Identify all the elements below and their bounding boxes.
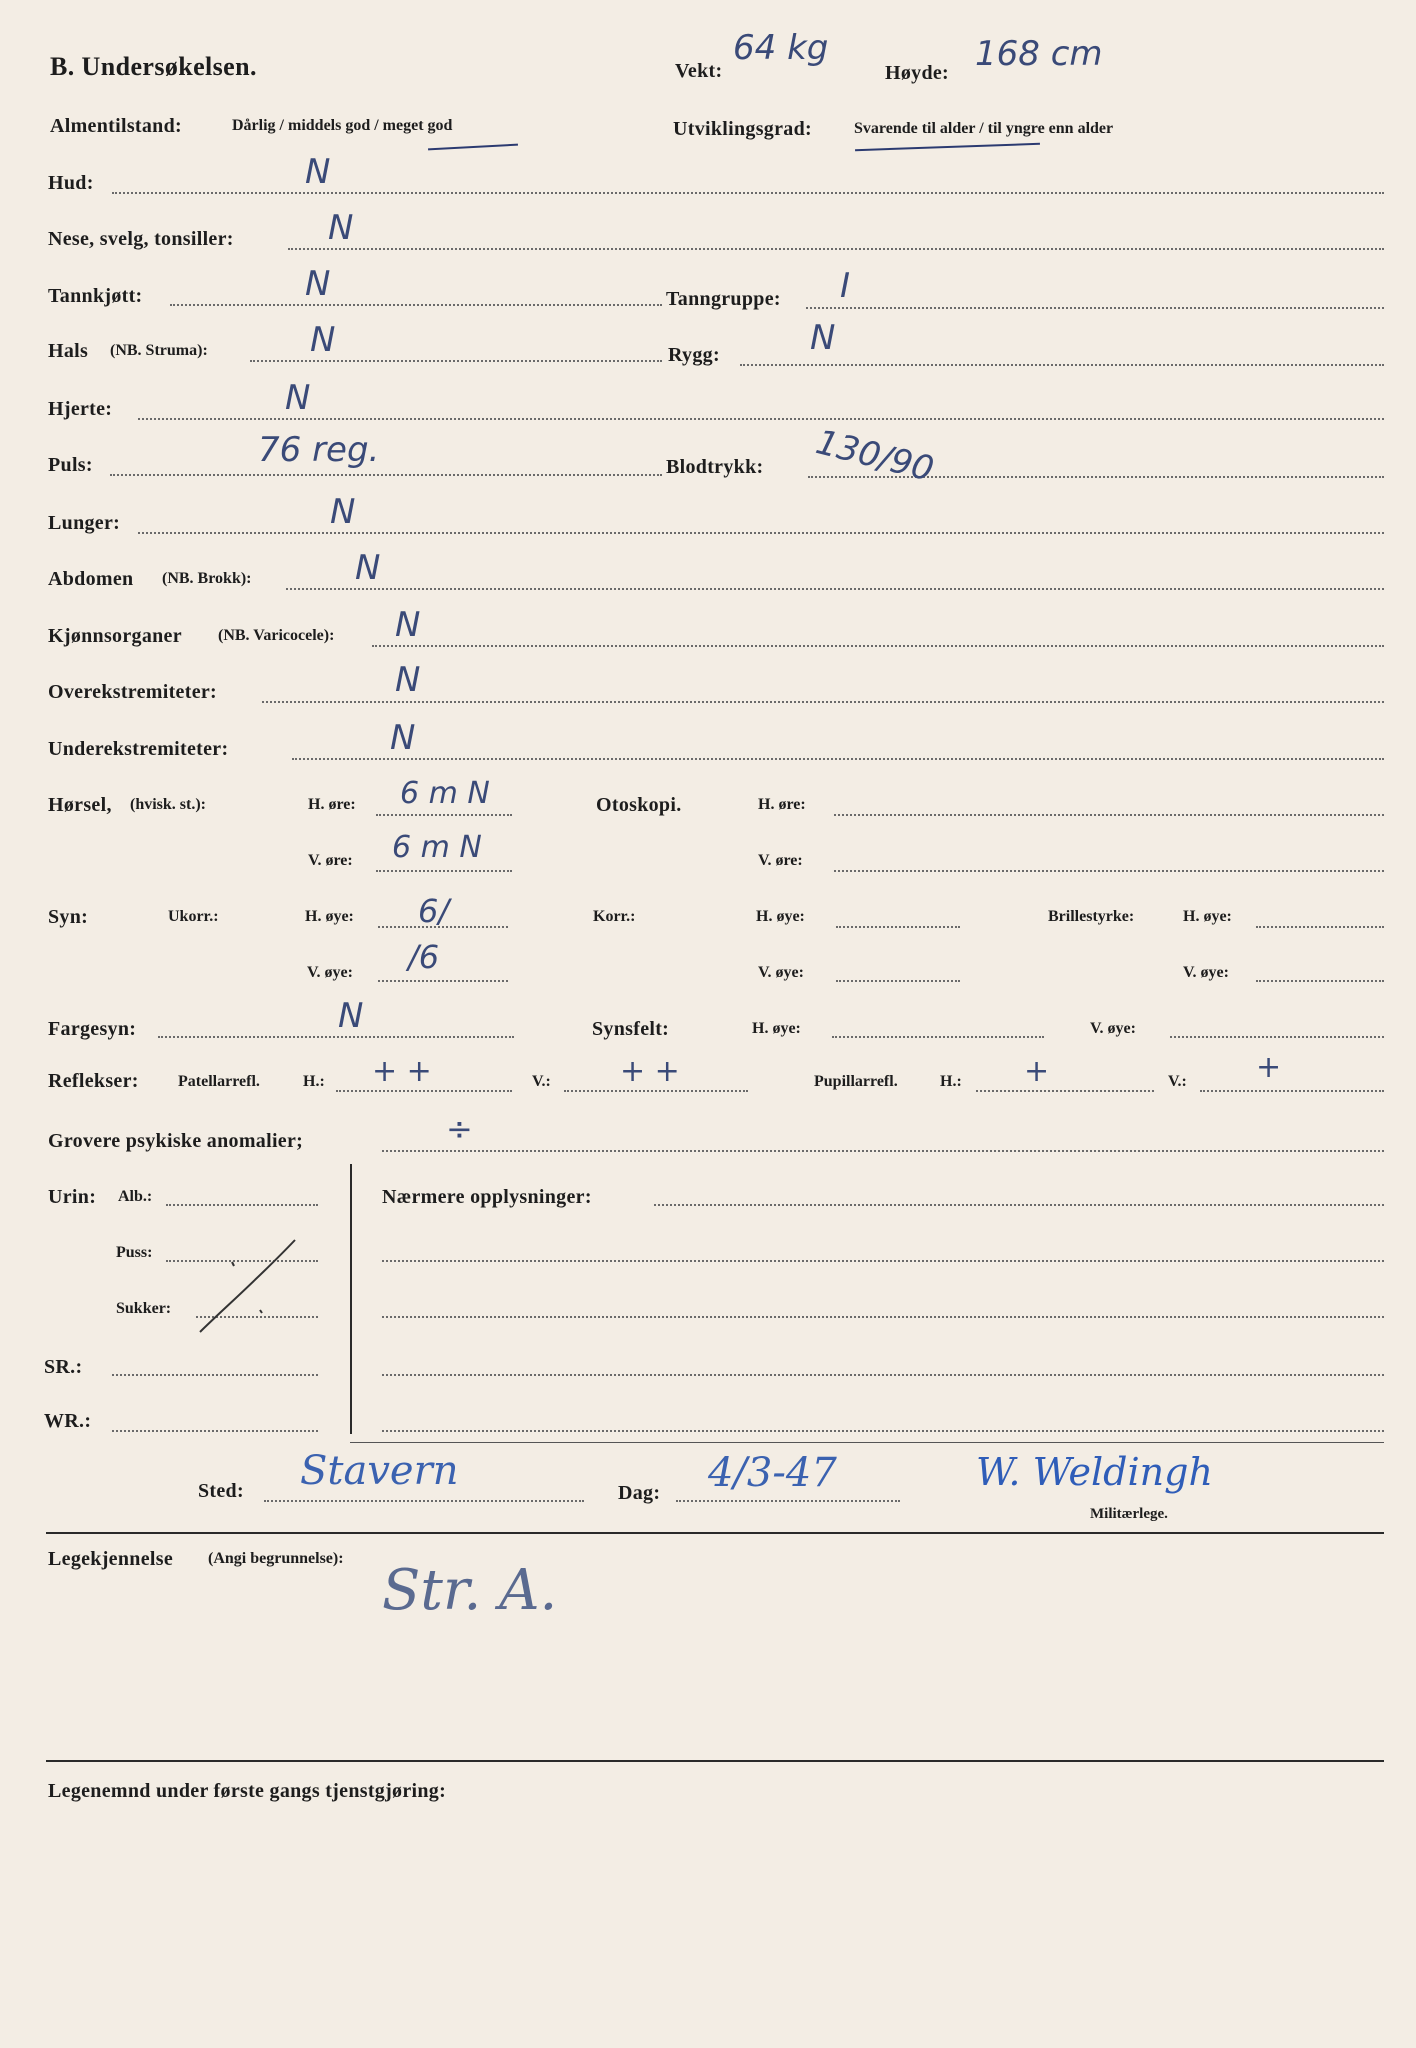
sr-label: SR.: [44,1356,83,1378]
pupillarrefl-v-line [1200,1090,1384,1092]
horsel-v-line [376,870,512,872]
puls-label: Puls: [48,454,93,476]
vekt-value: 64 kg [733,28,829,68]
horsel-h-value: 6 m N [400,776,490,811]
fargesyn-line [158,1036,514,1038]
patellarrefl-v-line [564,1090,748,1092]
syn-korr-label: Korr.: [593,908,636,925]
rygg-line [740,364,1384,366]
patellarrefl-v-label: V.: [532,1073,551,1090]
tannkjott-line [170,304,662,306]
hud-line [112,192,1384,194]
abdomen-label: Abdomen [48,568,134,590]
tannkjott-label: Tannkjøtt: [48,285,143,307]
overekstremiteter-line [262,701,1384,703]
nese-line [288,248,1384,250]
synsfelt-h-line [832,1036,1044,1038]
otoskopi-h-label: H. øre: [758,796,806,813]
puss-label: Puss: [116,1244,153,1261]
kjonnsorganer-line [372,645,1384,647]
blodtrykk-label: Blodtrykk: [666,456,764,478]
section-rule-2 [46,1760,1384,1762]
abdomen-note: (NB. Brokk): [162,570,252,587]
patellarrefl-label: Patellarrefl. [178,1073,260,1090]
hjerte-line [138,418,1384,420]
horsel-v-label: V. øre: [308,852,353,869]
brillestyrke-v-line [1256,980,1384,982]
rygg-label: Rygg: [668,344,720,366]
tanngruppe-label: Tanngruppe: [666,288,781,310]
patellarrefl-h-value: + + [372,1054,432,1089]
legekjennelse-note: (Angi begrunnelse): [208,1550,344,1567]
militaerlege-label: Militærlege. [1090,1506,1168,1522]
syn-korr-v-label: V. øye: [758,964,804,981]
pupillarrefl-h-label: H.: [940,1073,962,1090]
pupillarrefl-h-value: + [1024,1054,1050,1089]
dag-line [676,1500,900,1502]
fargesyn-label: Fargesyn: [48,1018,137,1040]
puls-line [110,474,662,476]
hals-note: (NB. Struma): [110,342,208,359]
psykiske-label: Grovere psykiske anomalier; [48,1130,304,1152]
hud-label: Hud: [48,172,94,194]
kjonnsorganer-value: N [395,605,421,645]
sted-label: Sted: [198,1480,244,1502]
pupillarrefl-h-line [976,1090,1154,1092]
synsfelt-v-line [1170,1036,1384,1038]
dag-value: 4/3-47 [708,1450,837,1496]
section-rule-1 [46,1532,1384,1534]
dag-label: Dag: [618,1482,661,1504]
syn-v-label: V. øye: [307,964,353,981]
syn-korr-h-label: H. øye: [756,908,805,925]
legekjennelse-label: Legekjennelse [48,1548,173,1570]
horsel-v-value: 6 m N [392,830,482,865]
almentilstand-underline [428,144,518,151]
brillestyrke-v-label: V. øye: [1183,964,1229,981]
nese-value: N [328,208,354,248]
sr-line [112,1374,318,1376]
kjonnsorganer-note: (NB. Varicocele): [218,627,335,644]
hjerte-value: N [285,378,311,418]
urin-strike-mark [190,1232,310,1342]
syn-v-value: /6 [408,938,440,976]
urin-divider [350,1164,352,1434]
hoyde-value: 168 cm [975,34,1103,74]
wr-line [112,1430,318,1432]
hoyde-label: Høyde: [885,62,950,84]
lunger-label: Lunger: [48,512,121,534]
abdomen-line [286,588,1384,590]
urin-label: Urin: [48,1186,97,1208]
hals-value: N [310,320,336,360]
hjerte-label: Hjerte: [48,398,113,420]
synsfelt-h-label: H. øye: [752,1020,801,1037]
narmere-line-1 [654,1204,1384,1206]
syn-v-line [378,980,508,982]
narmere-bottom-rule [350,1442,1384,1443]
almentilstand-options: Dårlig / middels god / meget god [232,117,453,134]
reflekser-label: Reflekser: [48,1070,139,1092]
patellarrefl-h-label: H.: [303,1073,325,1090]
syn-korr-h-line [836,926,960,928]
hals-line [250,360,662,362]
brillestyrke-label: Brillestyrke: [1048,908,1135,925]
narmere-label: Nærmere opplysninger: [382,1186,592,1208]
hud-value: N [305,152,331,192]
utviklingsgrad-options: Svarende til alder / til yngre enn alder [854,120,1114,137]
alb-line [166,1204,318,1206]
otoskopi-v-line [834,870,1384,872]
pupillarrefl-label: Pupillarrefl. [814,1073,898,1090]
sukker-label: Sukker: [116,1300,172,1317]
lunger-value: N [330,492,356,532]
patellarrefl-h-line [336,1090,512,1092]
lunger-line [138,532,1384,534]
pupillarrefl-v-label: V.: [1168,1073,1187,1090]
syn-h-value: 6/ [418,892,450,930]
synsfelt-v-label: V. øye: [1090,1020,1136,1037]
rygg-value: N [810,318,836,358]
almentilstand-label: Almentilstand: [50,115,182,137]
utviklingsgrad-label: Utviklingsgrad: [673,118,812,140]
signature: W. Weldingh [976,1450,1213,1494]
pupillarrefl-v-value: + [1256,1050,1282,1085]
syn-label: Syn: [48,906,89,928]
fargesyn-value: N [338,996,364,1036]
syn-korr-v-line [836,980,960,982]
horsel-h-line [376,814,512,816]
nese-label: Nese, svelg, tonsiller: [48,228,234,250]
blodtrykk-value: 130/90 [811,422,938,490]
syn-h-label: H. øye: [305,908,354,925]
narmere-line-3 [382,1316,1384,1318]
utviklingsgrad-underline [855,143,1040,151]
narmere-line-2 [382,1260,1384,1262]
puls-value: 76 reg. [258,430,380,470]
wr-label: WR.: [44,1410,92,1432]
legenemnd-label: Legenemnd under første gangs tjenstgjøring: [48,1780,447,1802]
kjonnsorganer-label: Kjønnsorganer [48,625,182,647]
brillestyrke-h-label: H. øye: [1183,908,1232,925]
psykiske-value: ÷ [446,1110,473,1148]
overekstremiteter-label: Overekstremiteter: [48,681,218,703]
psykiske-line [382,1150,1384,1152]
patellarrefl-v-value: + + [620,1054,680,1089]
narmere-line-4 [382,1374,1384,1376]
otoskopi-h-line [834,814,1384,816]
otoskopi-label: Otoskopi. [596,794,682,816]
narmere-line-5 [382,1430,1384,1432]
horsel-note: (hvisk. st.): [130,796,207,813]
brillestyrke-h-line [1256,926,1384,928]
underekstremiteter-value: N [390,718,416,758]
hals-label: Hals [48,340,89,362]
synsfelt-label: Synsfelt: [592,1018,670,1040]
abdomen-value: N [355,548,381,588]
sted-value: Stavern [300,1448,459,1494]
otoskopi-v-label: V. øre: [758,852,803,869]
overekstremiteter-value: N [395,660,421,700]
tanngruppe-line [806,307,1384,309]
form-title: B. Undersøkelsen. [50,52,257,81]
vekt-label: Vekt: [675,60,723,82]
tanngruppe-value: I [840,266,851,306]
alb-label: Alb.: [118,1188,153,1205]
underekstremiteter-line [292,758,1384,760]
sted-line [264,1500,584,1502]
underekstremiteter-label: Underekstremiteter: [48,738,229,760]
horsel-label: Hørsel, [48,794,112,816]
legekjennelse-value: Str. A. [382,1558,558,1623]
tannkjott-value: N [305,264,331,304]
syn-ukorr-label: Ukorr.: [168,908,219,925]
horsel-h-label: H. øre: [308,796,356,813]
